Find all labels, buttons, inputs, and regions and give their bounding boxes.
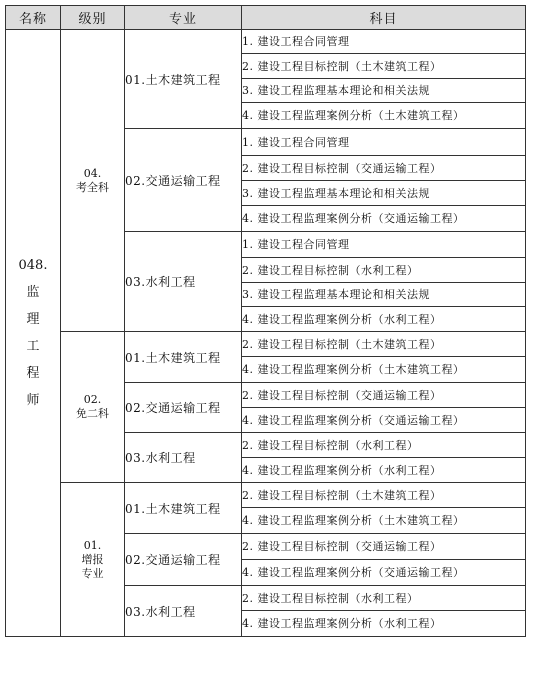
subject-cell: 2. 建设工程目标控制（交通运输工程） [242,534,526,560]
level-label-part: 专业 [81,566,104,580]
major-cell: 03.水利工程 [125,232,242,332]
level-label-part: 04. [83,166,102,180]
subject-cell: 2. 建设工程目标控制（水利工程） [242,433,526,458]
certificate-name-part: 理 [26,312,40,327]
level-cell [61,483,125,637]
subject-cell: 2. 建设工程目标控制（土木建筑工程） [242,54,526,79]
major-cell: 03.水利工程 [125,433,242,483]
major-cell: 01.土木建筑工程 [125,30,242,129]
subject-cell: 1. 建设工程合同管理 [242,232,526,258]
header-level: 级别 [61,6,125,30]
header-subject: 科目 [242,6,526,30]
certificate-name-part: 048. [18,258,48,273]
subject-cell: 4. 建设工程监理案例分析（交通运输工程） [242,408,526,433]
header-row [6,6,526,30]
subject-cell: 2. 建设工程目标控制（交通运输工程） [242,383,526,408]
subject-cell: 2. 建设工程目标控制（土木建筑工程） [242,332,526,357]
subject-cell: 1. 建设工程合同管理 [242,129,526,156]
subject-cell: 3. 建设工程监理基本理论和相关法规 [242,283,526,307]
major-cell: 03.水利工程 [125,586,242,637]
subject-cell: 4. 建设工程监理案例分析（水利工程） [242,458,526,483]
subject-cell: 4. 建设工程监理案例分析（土木建筑工程） [242,103,526,129]
certificate-name-part: 工 [26,339,40,354]
major-cell: 02.交通运输工程 [125,129,242,232]
subject-cell: 4. 建设工程监理案例分析（水利工程） [242,611,526,637]
certificate-name-part: 监 [26,285,40,300]
major-cell: 01.土木建筑工程 [125,332,242,383]
subject-cell: 4. 建设工程监理案例分析（交通运输工程） [242,206,526,232]
certificate-name-part: 程 [26,366,40,381]
header-name: 名称 [6,6,61,30]
subject-cell: 2. 建设工程目标控制（土木建筑工程） [242,483,526,508]
subject-cell: 4. 建设工程监理案例分析（水利工程） [242,307,526,332]
major-cell: 01.土木建筑工程 [125,483,242,534]
subject-cell: 4. 建设工程监理案例分析（交通运输工程） [242,560,526,586]
level-label-part: 增报 [81,552,104,566]
level-label-part: 免二科 [76,407,109,420]
level-label-part: 01. [83,538,102,552]
level-label-part: 考全科 [76,180,109,194]
subject-cell: 3. 建设工程监理基本理论和相关法规 [242,79,526,103]
exam-subject-table [5,5,526,637]
subject-cell: 2. 建设工程目标控制（水利工程） [242,258,526,283]
table-body [6,30,526,637]
certificate-name-cell [6,30,61,637]
table-row [6,483,526,508]
subject-cell: 4. 建设工程监理案例分析（土木建筑工程） [242,357,526,383]
subject-cell: 2. 建设工程目标控制（交通运输工程） [242,156,526,181]
subject-cell: 3. 建设工程监理基本理论和相关法规 [242,181,526,206]
table-row [6,30,526,54]
level-cell [61,332,125,483]
header-major: 专业 [125,6,242,30]
certificate-name-part: 师 [26,393,40,408]
subject-cell: 4. 建设工程监理案例分析（土木建筑工程） [242,508,526,534]
level-label-part: 02. [83,393,102,406]
major-cell: 02.交通运输工程 [125,534,242,586]
subject-cell: 2. 建设工程目标控制（水利工程） [242,586,526,611]
table-row [6,332,526,357]
major-cell: 02.交通运输工程 [125,383,242,433]
subject-cell: 1. 建设工程合同管理 [242,30,526,54]
level-cell [61,30,125,332]
